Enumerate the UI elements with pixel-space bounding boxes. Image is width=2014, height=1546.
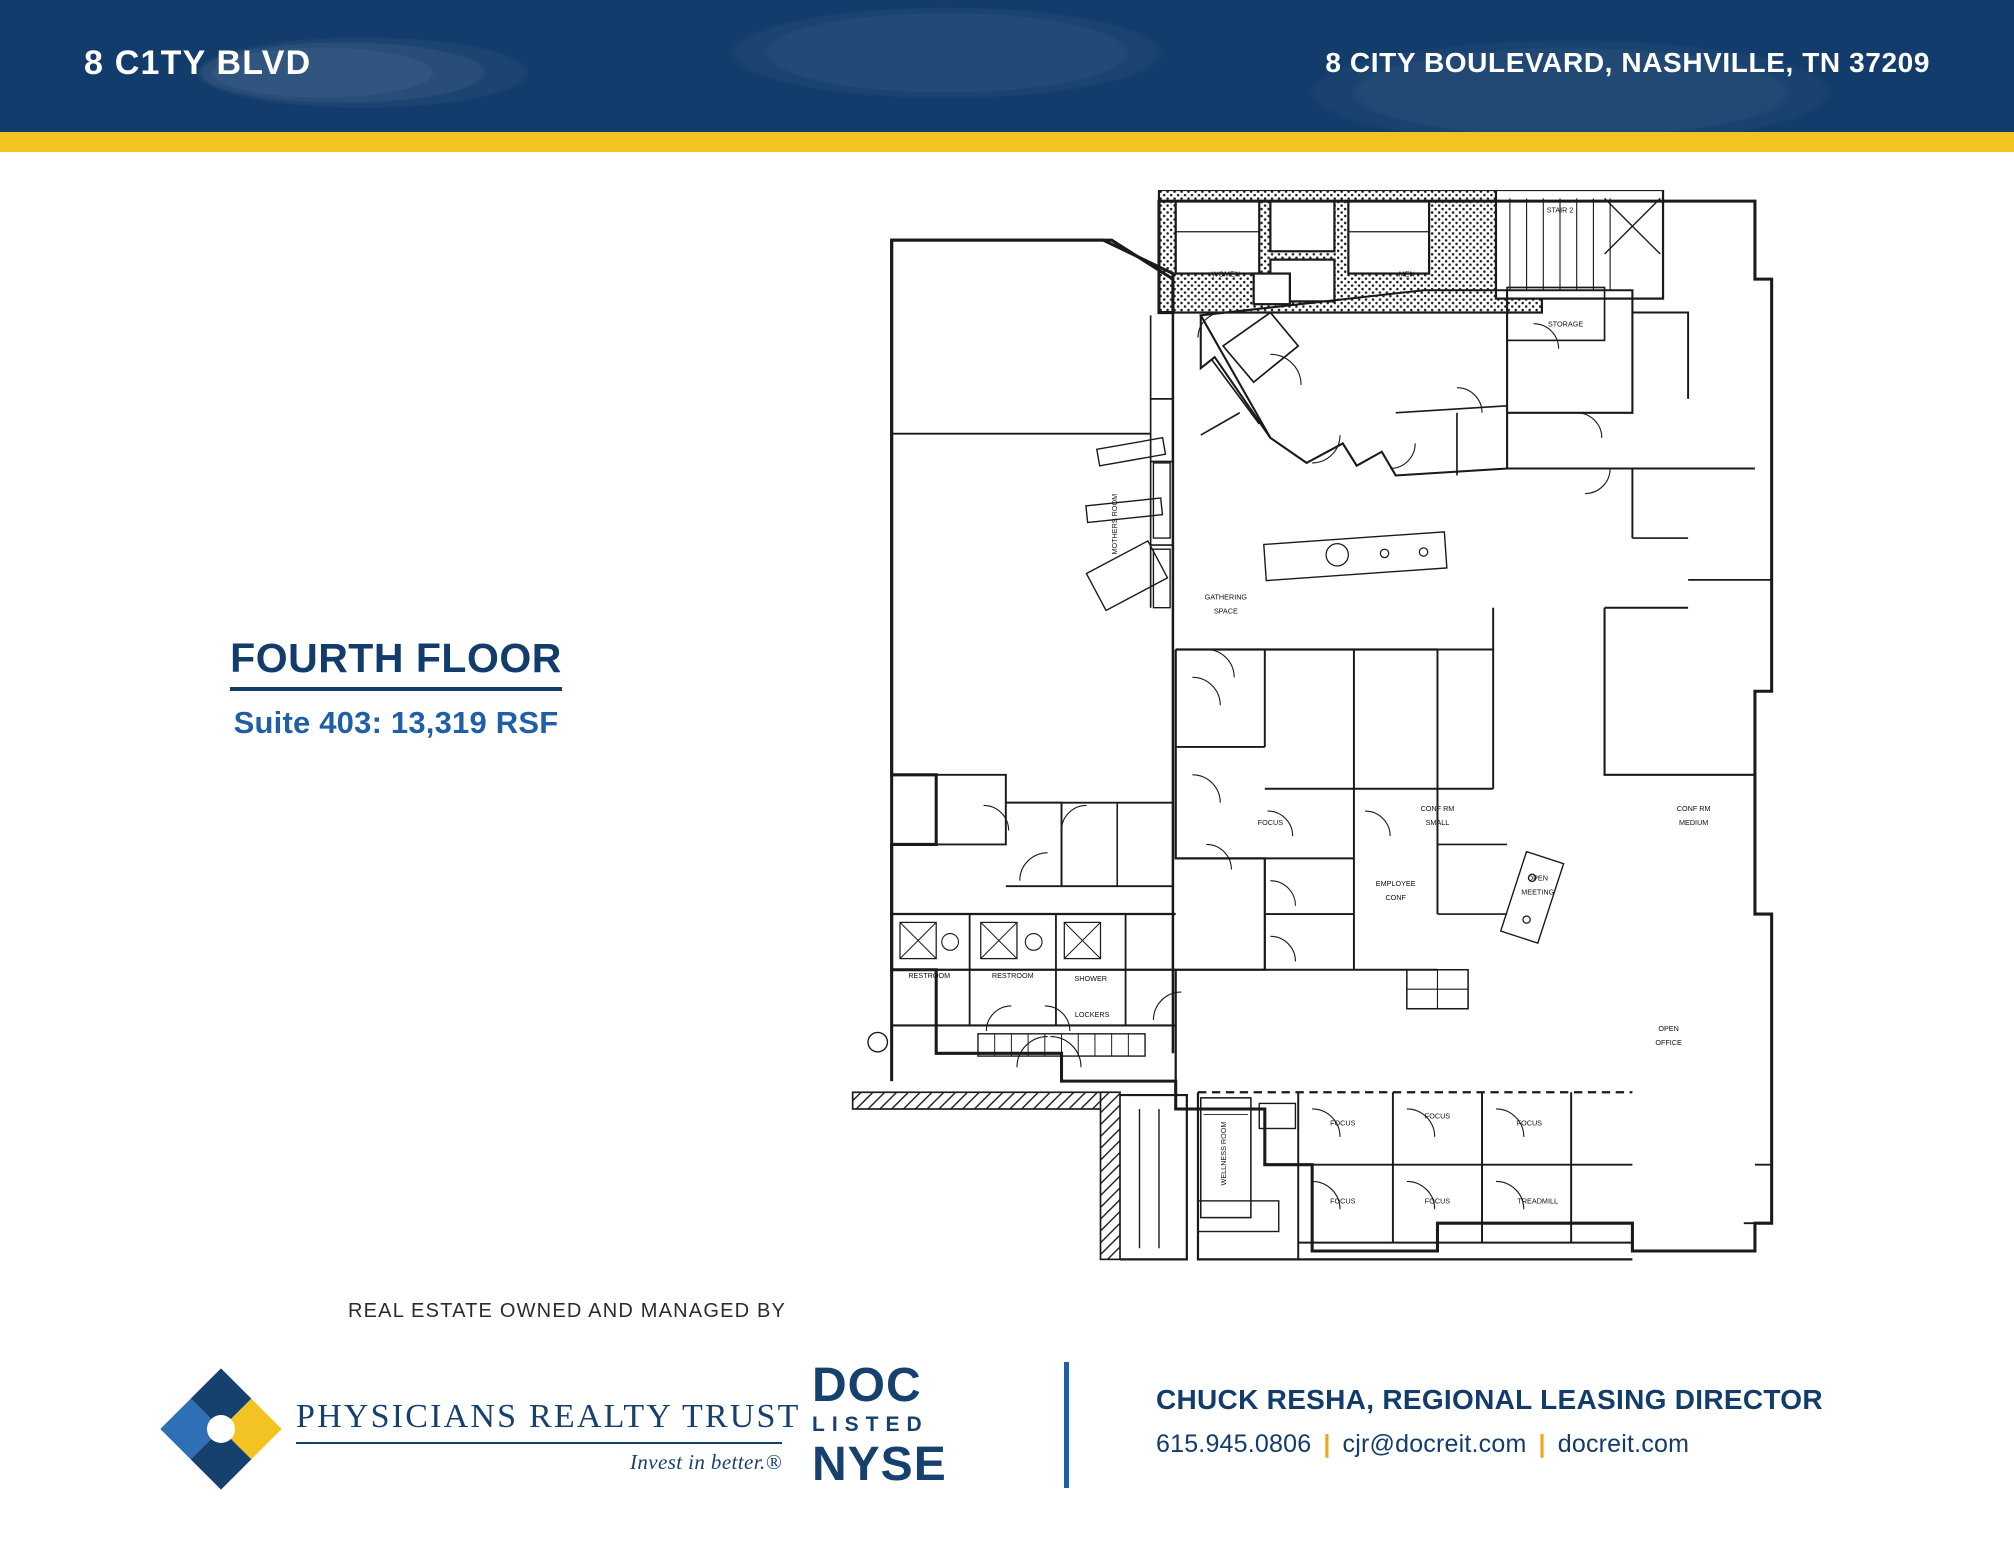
prt-rule — [296, 1442, 782, 1444]
room-label-storage: STORAGE — [1547, 319, 1584, 329]
owned-by-caption: REAL ESTATE OWNED AND MANAGED BY — [348, 1300, 787, 1322]
contact-phone[interactable]: 615.945.0806 — [1156, 1430, 1312, 1458]
footer-divider — [1064, 1362, 1069, 1488]
prt-diamond-icon — [160, 1368, 282, 1490]
room-label-open-office-2: OFFICE — [1655, 1037, 1682, 1047]
contact-details — [1156, 1430, 1956, 1459]
room-label-employee-conf: EMPLOYEE — [1375, 879, 1416, 889]
room-label-restroom-2: RESTROOM — [991, 971, 1034, 981]
prt-tagline: Invest in better.® — [629, 1450, 782, 1474]
page-title: FOURTH FLOOR — [230, 635, 562, 691]
room-label-focus-main: FOCUS — [1257, 817, 1284, 827]
doc-ticker: DOC — [812, 1359, 922, 1412]
room-label-open-meeting: OPEN — [1527, 873, 1548, 883]
room-label-conf-small-2: SMALL — [1425, 817, 1450, 827]
contact-block — [1156, 1384, 1956, 1459]
physicians-realty-trust-logo — [178, 1372, 801, 1492]
room-label-focus-a: FOCUS — [1330, 1118, 1356, 1128]
floor-plan-drawing — [830, 190, 1850, 1290]
room-label-focus-e: FOCUS — [1424, 1196, 1451, 1206]
gold-accent-bar — [0, 132, 2014, 152]
room-label-mothers-room: MOTHERS ROOM — [1110, 493, 1120, 555]
brand-title: 8 C1TY BLVD — [84, 44, 312, 82]
room-label-gathering-2: SPACE — [1213, 606, 1238, 616]
page-header — [0, 0, 2014, 132]
floor-label-block — [186, 635, 606, 741]
prt-wordmark: PHYSICIANS REALTY TRUST — [296, 1398, 801, 1435]
room-label-women: WOMEN — [1211, 269, 1241, 279]
room-label-wellness-room: WELLNESS ROOM — [1218, 1121, 1228, 1186]
doc-exchange-label: NYSE — [812, 1438, 947, 1491]
contact-name: CHUCK RESHA, REGIONAL LEASING DIRECTOR — [1156, 1384, 1823, 1415]
room-label-stair-2: STAIR 2 — [1546, 205, 1574, 215]
room-label-gathering: GATHERING — [1204, 592, 1248, 602]
room-label-conf-medium-2: MEDIUM — [1678, 817, 1709, 827]
room-label-open-office: OPEN — [1658, 1024, 1679, 1034]
room-label-focus-d: FOCUS — [1330, 1196, 1356, 1206]
room-label-conf-medium: CONF RM — [1676, 804, 1711, 814]
room-label-open-meeting-2: MEETING — [1521, 887, 1555, 897]
room-label-focus-c: FOCUS — [1516, 1118, 1543, 1128]
room-label-conf-small: CONF RM — [1420, 804, 1455, 814]
contact-email[interactable]: cjr@docreit.com — [1342, 1430, 1527, 1458]
room-label-employee-conf-2: CONF — [1385, 893, 1406, 903]
room-label-lockers: LOCKERS — [1074, 1010, 1110, 1020]
room-label-shower: SHOWER — [1074, 973, 1108, 983]
contact-separator-1: | — [1323, 1430, 1331, 1458]
doc-listed-label: LISTED — [812, 1413, 929, 1436]
doc-nyse-logo — [812, 1359, 1002, 1491]
room-label-men: MEN — [1398, 269, 1415, 279]
room-label-treadmill: TREADMILL — [1517, 1196, 1559, 1206]
room-label-focus-b: FOCUS — [1424, 1111, 1451, 1121]
contact-separator-2: | — [1538, 1430, 1546, 1458]
suite-size-label: Suite 403: 13,319 RSF — [233, 705, 559, 740]
contact-website[interactable]: docreit.com — [1557, 1430, 1690, 1458]
property-address: 8 CITY BOULEVARD, NASHVILLE, TN 37209 — [1325, 47, 1930, 78]
room-label-restroom-1: RESTROOM — [908, 971, 951, 981]
